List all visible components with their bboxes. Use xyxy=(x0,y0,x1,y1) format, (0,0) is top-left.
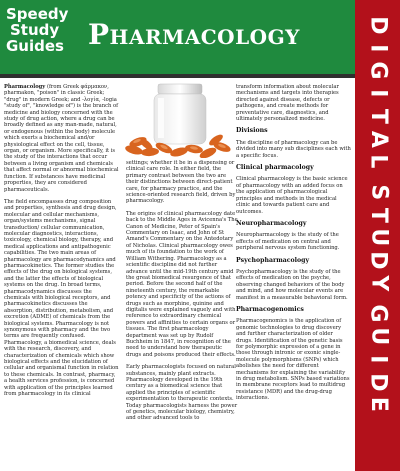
transform-paragraph: transform information about molecular mechanisms and targets into therapies directed against disease, defects or pathogens, and create methods for preventative care, diagnostics, and ultimately personalized medicine. xyxy=(236,84,340,123)
side-banner-word-1 xyxy=(365,14,391,173)
intro-term: Pharmacology xyxy=(4,84,46,90)
origins-paragraph: The origins of clinical pharmacology date back to the Middle Ages in Avicenna's The Canon of Medicine, Peter of Spain's Commentary on Isaac, and John of St Amand's Commentary on the Antedotary of Nicholas. Clinical pharmacology owes much of its foundation to the work of William Withering. Pharmacology as a scientific discipline did not further advance until the mid-19th century amid the great biomedical resurgence of that period. Before the second half of the nineteenth century, the remarkable potency and specificity of the actions of drugs such as morphine, quinine and digitalis were explained vaguely and with reference to extraordinary chemical powers and affinities to certain organs or tissues. The first pharmacology department was set up by Rudolf Buchheim in 1847, in recognition of the need to understand how therapeutic drugs and poisons produced their effects. xyxy=(126,210,238,358)
page-title: Pharmacology xyxy=(88,18,300,51)
heading-pharmacogenomics: Pharmacogenomics xyxy=(236,305,304,313)
heading-clinical-pharmacology: Clinical pharmacology xyxy=(236,164,314,172)
side-banner-letter: A xyxy=(365,130,391,148)
side-banner-word-3 xyxy=(365,302,391,416)
intro-text: (from Greek φάρμακον, pharmakon, "poison" in classic Greek; "drug" in modern Greek; and -λογία, -logia "study of", "knowledge of") is the branch of medicine and biology concerned with the study of drug action, where a drug can be broadly defined as any man-made, natural, or endogenous (within the body) molecule which exerts a biochemical and/or physiological effect on the cell, tissue, organ, or organism. More specifically, it is the study of the interactions that occur between a living organism and chemicals that affect normal or abnormal biochemical function. If substances have medicinal properties, they are considered pharmaceuticals. xyxy=(4,84,119,193)
logo-line-2: Study xyxy=(10,21,60,39)
pill-bottle-image xyxy=(124,82,235,158)
header-divider xyxy=(0,74,355,78)
side-banner-letter: U xyxy=(365,228,391,247)
field-paragraph: The field encompasses drug composition and properties, synthesis and drug design, molecular and cellular mechanisms, organ/systems mechanisms, signal transduction/ cellular communication, molecular diagnostics, interactions, toxicology, chemical biology, therapy, and medical applications and antipathogenic capabilities. The two main areas of pharmacology are pharmacodynamics and pharmacokinetics. The former studies the effects of the drug on biological systems, and the latter the effects of biological systems on the drug. In broad terms, pharmacodynamics discusses the chemicals with biological receptors, and pharmacokinetics discusses the absorption, distribution, metabolism, and excretion (ADME) of chemicals from the biological systems. Pharmacology is not synonymous with pharmacy and the two terms are frequently confused. Pharmacology, a biomedical science, deals with the research, discovery, and characterization of chemicals which show biological effects and the elucidation of cellular and organismal function in relation to these chemicals. In contrast, pharmacy, a health services profession, is concerned with application of the principles learned from pharmacology in its clinical xyxy=(4,198,119,398)
heading-neuropharmacology: Neuropharmacology xyxy=(236,219,307,227)
side-banner-letter: U xyxy=(365,327,391,346)
side-banner-letter: D xyxy=(365,16,391,35)
side-banner-word-2 xyxy=(365,181,391,295)
side-banner-letter: D xyxy=(365,372,391,392)
side-banner xyxy=(355,0,400,471)
logo-line-1: Speedy xyxy=(6,5,69,23)
side-banner-letter: G xyxy=(365,304,391,323)
text-column-1 xyxy=(4,84,119,404)
text-column-3 xyxy=(236,84,351,408)
side-banner-letter: L xyxy=(365,154,391,169)
side-banner-text xyxy=(355,0,400,471)
logo-line-3: Guides xyxy=(6,37,64,55)
divisions-paragraph: The discipline of pharmacology can be divided into many sub disciplines each with a specific focus. xyxy=(236,139,351,159)
early-pharmacologists-paragraph: Early pharmacologists focused on natural substances, mainly plant extracts. Pharmacology developed in the 19th century as a biomedical science that applied the principles of scientific experimentation to therapeutic contexts. Today pharmacologists harness the power of genetics, molecular biology, chemistry, and other advanced tools to xyxy=(126,364,238,422)
side-banner-letter: E xyxy=(365,397,391,413)
side-banner-letter: I xyxy=(365,89,391,98)
clinical-paragraph: Clinical pharmacology is the basic science of pharmacology with an added focus on the application of pharmacological principles and methods in the medical clinic and towards patient care and outcomes. xyxy=(236,176,348,215)
pill-bottle-photo xyxy=(124,82,235,158)
heading-divisions: Divisions xyxy=(236,127,268,135)
side-banner-letter: S xyxy=(365,184,391,201)
speedy-study-guides-logo xyxy=(6,6,82,70)
side-banner-letter: I xyxy=(365,355,391,364)
intro-paragraph xyxy=(4,84,119,193)
header-bar xyxy=(0,0,355,78)
side-banner-letter: I xyxy=(365,43,391,53)
pharmacogenomics-paragraph: Pharmacogenomics is the application of genomic technologies to drug discovery and further characterization of older drugs. Identification of the genetic basis for polymorphic expression of a gene in those through intronic or exonic single-molecule polymorphisms (SNPs) which abolishes the need for different mechanisms for explaining the variability in drug metabolism. SNPs based variations in membrane receptors lead to multidrug resistance (MDR) and the drug-drug interactions. xyxy=(236,318,350,402)
text-column-2 xyxy=(126,160,238,428)
psycho-paragraph: Psychopharmacology is the study of the effects of medication on the psyche, observing changed behaviors of the body and mind, and how molecular events are manifest in a measurable behavioral form. xyxy=(236,268,348,301)
side-banner-letter: T xyxy=(365,108,391,124)
heading-psychopharmacology: Psychopharmacology xyxy=(236,256,310,264)
settings-paragraph: settings; whether it be in a dispensing or clinical care role. In either field, the primary contrast between the two are their distinctions between direct-patient care, for pharmacy practice, and the science-oriented research field, driven by pharmacology. xyxy=(126,160,236,205)
neuro-paragraph: Neuropharmacology is the study of the effects of medication on central and peripheral nervous system functioning. xyxy=(236,232,340,252)
side-banner-letter: D xyxy=(365,251,391,270)
side-banner-letter: G xyxy=(365,61,391,80)
side-banner-letter: T xyxy=(365,207,391,223)
side-banner-letter: Y xyxy=(365,275,391,292)
